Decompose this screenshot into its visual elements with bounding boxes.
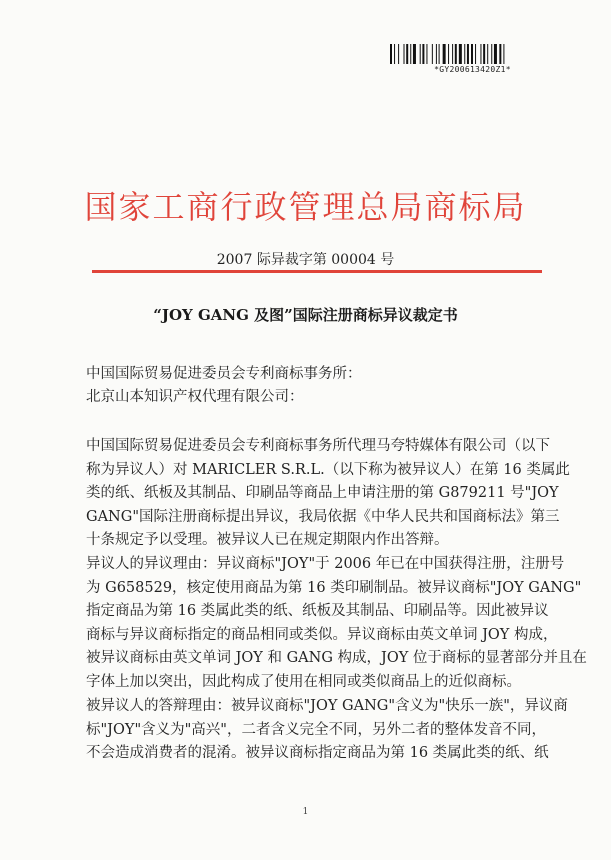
text-line: GANG"国际注册商标提出异议，我局依据《中华人民共和国商标法》第三 bbox=[86, 508, 560, 525]
barcode-bar bbox=[459, 44, 462, 64]
text-line: 十条规定予以受理。被异议人已在规定期限内作出答辩。 bbox=[86, 532, 449, 549]
barcode-bar bbox=[499, 44, 501, 64]
barcode-bar bbox=[394, 44, 395, 64]
barcode-bar bbox=[436, 44, 437, 64]
barcode-bar bbox=[406, 44, 408, 64]
barcode-bar bbox=[464, 44, 465, 64]
body-paragraph bbox=[86, 435, 570, 553]
text-line: 被异议商标由英文单词 JOY 和 GANG 构成，JOY 位于商标的显著部分并且在 bbox=[86, 650, 587, 667]
barcode-bar bbox=[398, 44, 399, 64]
text-line: 字体上加以突出，因此构成了使用在相同或类似商品上的近似商标。 bbox=[86, 673, 521, 690]
text-line: 商标与异议商标指定的商品相同或类似。异议商标由英文单词 JOY 构成， bbox=[86, 626, 558, 643]
text-line: 标"JOY"含义为"高兴"，二者含义完全不同，另外二者的整体发音不同， bbox=[86, 721, 546, 738]
page-number: 1 bbox=[302, 807, 309, 817]
barcode-bar bbox=[413, 44, 416, 64]
barcode bbox=[390, 44, 555, 74]
barcode-bar bbox=[390, 44, 392, 64]
barcode-bar bbox=[404, 44, 405, 64]
text-line: 异议人的异议理由：异议商标"JOY"于 2006 年已在中国获得注册，注册号 bbox=[86, 556, 565, 572]
barcode-image bbox=[390, 44, 555, 64]
recipient-line: 中国国际贸易促进委员会专利商标事务所： bbox=[86, 366, 362, 382]
body-paragraph bbox=[86, 695, 568, 766]
text-line: 为 G658529，核定使用商品为第 16 类印刷制品。被异议商标"JOY GANG" bbox=[86, 579, 582, 596]
text-line: 不会造成消费者的混淆。被异议商标指定商品为第 16 类属此类的纸、纸 bbox=[86, 745, 549, 762]
barcode-bar bbox=[455, 44, 457, 64]
barcode-bar bbox=[467, 44, 469, 64]
barcode-bar bbox=[443, 44, 446, 64]
barcode-bar bbox=[494, 44, 497, 64]
barcode-bar bbox=[422, 44, 424, 64]
body-paragraph bbox=[86, 553, 587, 695]
barcode-bar bbox=[426, 44, 427, 64]
barcode-bar bbox=[432, 44, 433, 64]
barcode-bar bbox=[439, 44, 440, 64]
barcode-bar bbox=[452, 44, 453, 64]
text-line: 被异议人的答辩理由：被异议商标"JOY GANG"含义为"快乐一族"，异议商 bbox=[86, 698, 568, 714]
text-line: 指定商品为第 16 类属此类的纸、纸板及其制品、印刷品等。因此被异议 bbox=[86, 603, 549, 620]
barcode-bar bbox=[480, 44, 481, 64]
barcode-bar bbox=[491, 44, 492, 64]
barcode-text: *GY200613420Z1* bbox=[434, 65, 511, 74]
barcode-bar bbox=[475, 44, 476, 64]
barcode-bar bbox=[483, 44, 485, 64]
text-line: 称为异议人）对 MARICLER S.R.L.（以下称为被异议人）在第 16 类属此 bbox=[86, 461, 570, 478]
barcode-bar bbox=[503, 44, 504, 64]
barcode-bar bbox=[410, 44, 411, 64]
barcode-bar bbox=[420, 44, 421, 64]
decision-title: “JOY GANG 及图”国际注册商标异议裁定书 bbox=[153, 306, 458, 324]
text-line: 中国国际贸易促进委员会专利商标事务所代理马夸特媒体有限公司（以下 bbox=[86, 438, 550, 454]
barcode-bar bbox=[448, 44, 449, 64]
red-divider bbox=[92, 270, 542, 273]
recipient-line: 北京山本知识产权代理有限公司： bbox=[86, 389, 304, 405]
text-line: 类的纸、纸板及其制品、印刷品等商品上申请注册的第 G879211 号"JOY bbox=[86, 485, 559, 502]
barcode-bar bbox=[487, 44, 488, 64]
document-number: 2007 际异裁字第 00004 号 bbox=[216, 252, 395, 268]
barcode-bar bbox=[471, 44, 473, 64]
agency-title: 国家工商行政管理总局商标局 bbox=[84, 188, 527, 226]
